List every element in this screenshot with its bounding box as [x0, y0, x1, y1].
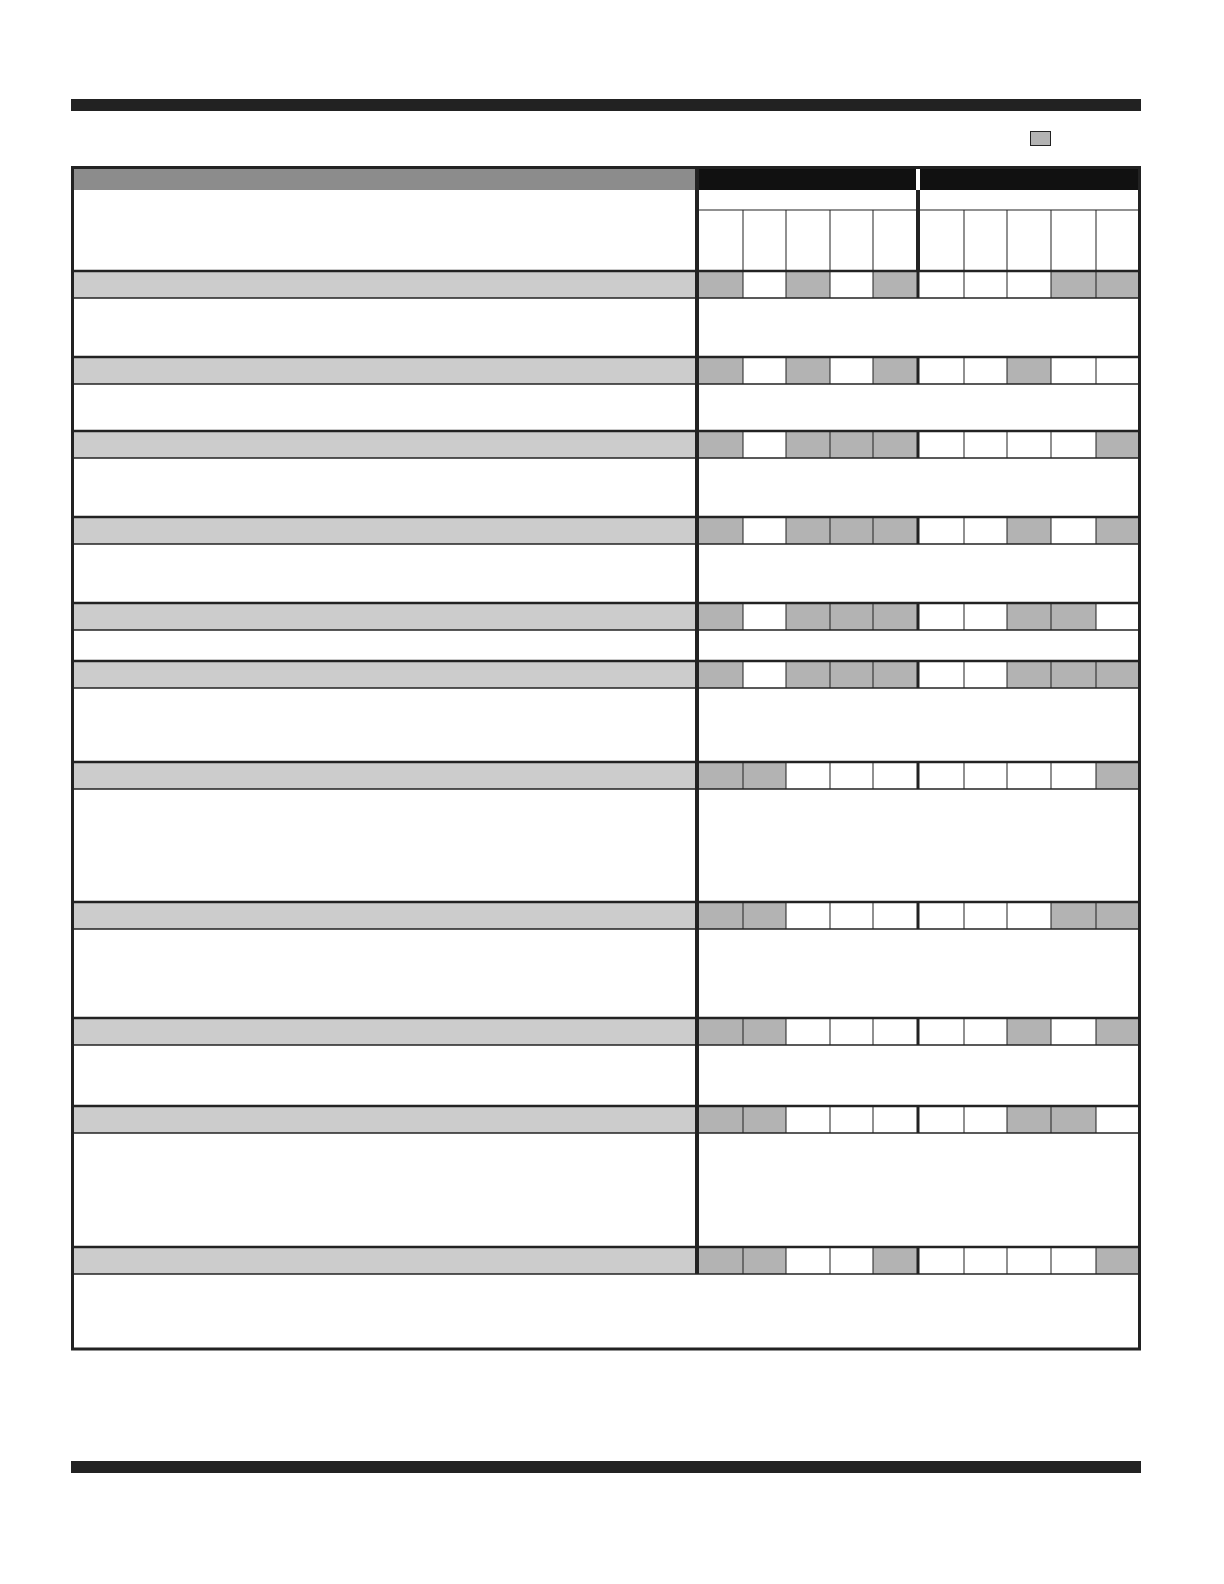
- row-7-cell-10: [1096, 762, 1139, 789]
- row-6-cell-8: [1007, 661, 1051, 688]
- row-11-cell-8: [1007, 1247, 1051, 1274]
- row-8-cell-6: [917, 902, 964, 929]
- row-3-cell-6: [917, 431, 964, 458]
- row-9-cell-5: [873, 1018, 917, 1045]
- row-3-cell-7: [964, 431, 1007, 458]
- row-1-cell-5: [873, 271, 917, 298]
- row-10-cell-9: [1051, 1106, 1096, 1133]
- row-6-cell-5: [873, 661, 917, 688]
- row-1-cell-2: [743, 271, 786, 298]
- row-header-2: [73, 357, 696, 384]
- row-11-cell-9: [1051, 1247, 1096, 1274]
- row-8-cell-8: [1007, 902, 1051, 929]
- row-11-cell-2: [743, 1247, 786, 1274]
- group-header-1: [699, 168, 916, 190]
- row-header-11: [73, 1247, 696, 1274]
- row-4-cell-6: [917, 517, 964, 544]
- row-4-cell-9: [1051, 517, 1096, 544]
- row-6-cell-9: [1051, 661, 1096, 688]
- row-header-4: [73, 517, 696, 544]
- matrix-outer-border: [73, 168, 1140, 1350]
- row-5-cell-7: [964, 603, 1007, 630]
- row-11-cell-6: [917, 1247, 964, 1274]
- row-5-cell-6: [917, 603, 964, 630]
- row-1-cell-10: [1096, 271, 1139, 298]
- row-3-cell-9: [1051, 431, 1096, 458]
- row-10-cell-3: [786, 1106, 830, 1133]
- row-5-cell-1: [698, 603, 743, 630]
- row-2-cell-7: [964, 357, 1007, 384]
- row-7-cell-8: [1007, 762, 1051, 789]
- row-11-cell-10: [1096, 1247, 1139, 1274]
- row-2-cell-5: [873, 357, 917, 384]
- row-11-cell-1: [698, 1247, 743, 1274]
- row-7-cell-3: [786, 762, 830, 789]
- row-11-cell-4: [830, 1247, 873, 1274]
- row-1-cell-4: [830, 271, 873, 298]
- row-8-cell-2: [743, 902, 786, 929]
- row-9-cell-8: [1007, 1018, 1051, 1045]
- row-header-9: [73, 1018, 696, 1045]
- row-3-cell-10: [1096, 431, 1139, 458]
- row-9-cell-7: [964, 1018, 1007, 1045]
- row-10-cell-1: [698, 1106, 743, 1133]
- row-2-cell-2: [743, 357, 786, 384]
- row-4-cell-4: [830, 517, 873, 544]
- row-8-cell-5: [873, 902, 917, 929]
- group-header-2: [920, 168, 1139, 190]
- row-1-cell-8: [1007, 271, 1051, 298]
- row-6-cell-2: [743, 661, 786, 688]
- row-8-cell-3: [786, 902, 830, 929]
- row-7-cell-7: [964, 762, 1007, 789]
- row-9-cell-9: [1051, 1018, 1096, 1045]
- row-7-cell-9: [1051, 762, 1096, 789]
- row-4-cell-2: [743, 517, 786, 544]
- row-2-cell-8: [1007, 357, 1051, 384]
- row-9-cell-4: [830, 1018, 873, 1045]
- row-6-cell-1: [698, 661, 743, 688]
- row-10-cell-5: [873, 1106, 917, 1133]
- row-4-cell-10: [1096, 517, 1139, 544]
- row-5-cell-3: [786, 603, 830, 630]
- row-11-cell-7: [964, 1247, 1007, 1274]
- row-2-cell-6: [917, 357, 964, 384]
- row-3-cell-2: [743, 431, 786, 458]
- matrix-grid: [71, 166, 1143, 1352]
- row-9-cell-10: [1096, 1018, 1139, 1045]
- row-3-cell-4: [830, 431, 873, 458]
- row-8-cell-9: [1051, 902, 1096, 929]
- row-5-cell-5: [873, 603, 917, 630]
- row-10-cell-8: [1007, 1106, 1051, 1133]
- matrix-header-bar: [73, 168, 696, 190]
- row-header-8: [73, 902, 696, 929]
- row-10-cell-7: [964, 1106, 1007, 1133]
- row-header-5: [73, 603, 696, 630]
- row-4-cell-1: [698, 517, 743, 544]
- row-4-cell-3: [786, 517, 830, 544]
- bottom-rule: [71, 1461, 1141, 1473]
- row-3-cell-3: [786, 431, 830, 458]
- row-5-cell-8: [1007, 603, 1051, 630]
- row-10-cell-4: [830, 1106, 873, 1133]
- row-5-cell-9: [1051, 603, 1096, 630]
- row-9-cell-3: [786, 1018, 830, 1045]
- row-4-cell-5: [873, 517, 917, 544]
- row-7-cell-5: [873, 762, 917, 789]
- row-8-cell-7: [964, 902, 1007, 929]
- row-4-cell-8: [1007, 517, 1051, 544]
- row-8-cell-4: [830, 902, 873, 929]
- row-2-cell-9: [1051, 357, 1096, 384]
- row-10-cell-6: [917, 1106, 964, 1133]
- row-1-cell-6: [917, 271, 964, 298]
- row-1-cell-9: [1051, 271, 1096, 298]
- row-10-cell-10: [1096, 1106, 1139, 1133]
- rating-matrix: [71, 166, 1143, 1352]
- row-8-cell-1: [698, 902, 743, 929]
- row-2-cell-3: [786, 357, 830, 384]
- row-header-3: [73, 431, 696, 458]
- row-header-1: [73, 271, 696, 298]
- row-6-cell-7: [964, 661, 1007, 688]
- row-1-cell-7: [964, 271, 1007, 298]
- row-6-cell-4: [830, 661, 873, 688]
- row-7-cell-6: [917, 762, 964, 789]
- row-9-cell-6: [917, 1018, 964, 1045]
- row-4-cell-7: [964, 517, 1007, 544]
- row-9-cell-2: [743, 1018, 786, 1045]
- row-2-cell-1: [698, 357, 743, 384]
- row-5-cell-2: [743, 603, 786, 630]
- row-6-cell-10: [1096, 661, 1139, 688]
- row-11-cell-3: [786, 1247, 830, 1274]
- row-7-cell-4: [830, 762, 873, 789]
- row-2-cell-4: [830, 357, 873, 384]
- row-3-cell-8: [1007, 431, 1051, 458]
- row-5-cell-10: [1096, 603, 1139, 630]
- row-1-cell-3: [786, 271, 830, 298]
- row-2-cell-10: [1096, 357, 1139, 384]
- row-3-cell-5: [873, 431, 917, 458]
- row-header-6: [73, 661, 696, 688]
- row-6-cell-3: [786, 661, 830, 688]
- row-7-cell-2: [743, 762, 786, 789]
- row-header-10: [73, 1106, 696, 1133]
- top-rule: [71, 99, 1141, 111]
- row-5-cell-4: [830, 603, 873, 630]
- row-3-cell-1: [698, 431, 743, 458]
- row-1-cell-1: [698, 271, 743, 298]
- row-11-cell-5: [873, 1247, 917, 1274]
- row-10-cell-2: [743, 1106, 786, 1133]
- legend-shaded-swatch: [1030, 131, 1051, 146]
- row-header-7: [73, 762, 696, 789]
- row-6-cell-6: [917, 661, 964, 688]
- row-7-cell-1: [698, 762, 743, 789]
- row-8-cell-10: [1096, 902, 1139, 929]
- row-9-cell-1: [698, 1018, 743, 1045]
